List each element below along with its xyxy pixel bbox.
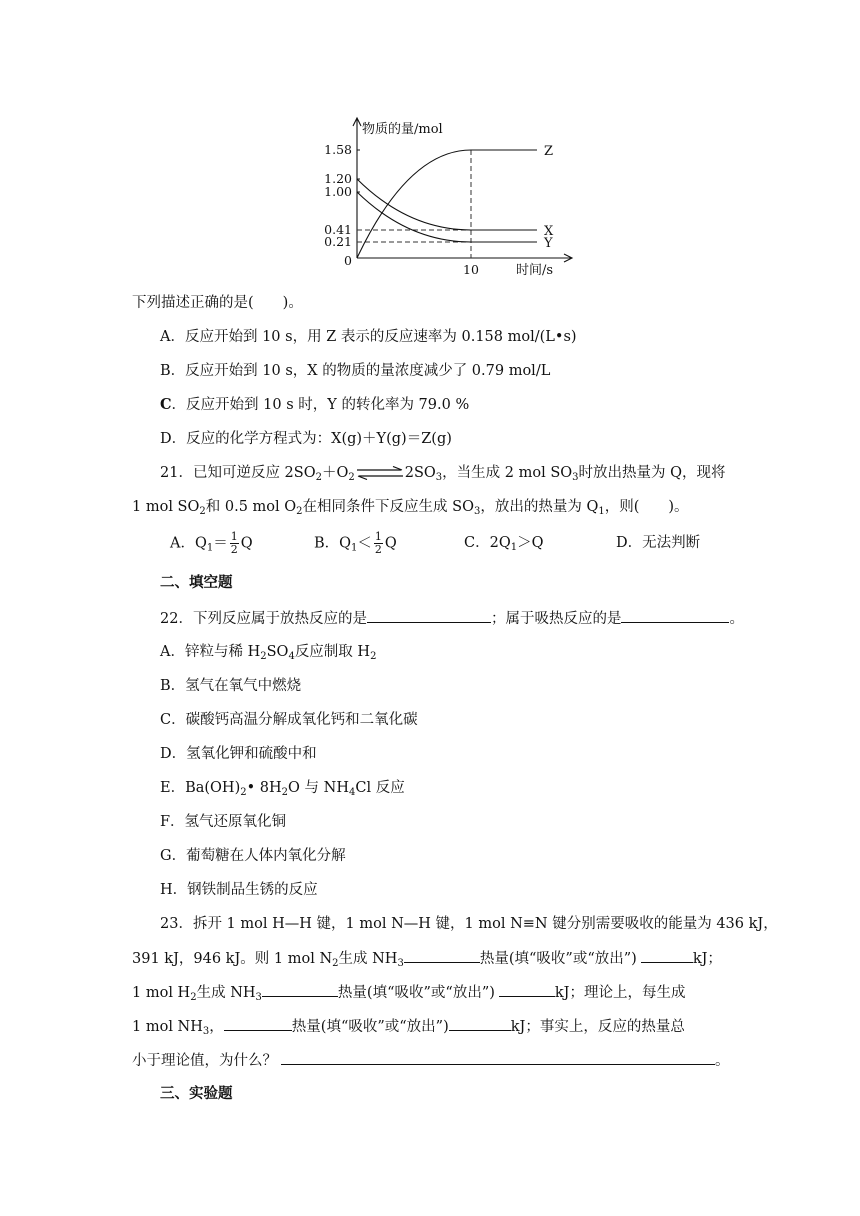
answer-blank[interactable] [281, 1050, 715, 1065]
chart-plot [324, 118, 572, 278]
q21-stem-line1 [160, 463, 726, 483]
answer-blank[interactable] [449, 1016, 511, 1031]
answer-blank[interactable] [641, 948, 693, 963]
section-heading-fill-in: 二、填空题 [160, 574, 233, 591]
sub: 2 [260, 651, 267, 662]
q20-option-b: B．反应开始到 10 s，X 的物质的量浓度减少了 0.79 mol/L [160, 363, 551, 379]
sub: 2 [332, 958, 339, 969]
q23-line4 [132, 1016, 685, 1037]
q23-text: 1 mol H [132, 985, 191, 1001]
q22-option-b: B．氢气在氧气中燃烧 [160, 678, 302, 694]
q21-text: 和 0.5 mol O [205, 499, 297, 515]
frac-den: 2 [374, 543, 382, 556]
q20-option-c-text: ．反应开始到 10 s 时，Y 的转化率为 79.0 % [171, 397, 470, 413]
y-tick-label: 1.20 [324, 171, 352, 186]
opt-text: A．Q [170, 535, 207, 552]
series-Z-label: Z [544, 144, 554, 159]
q20-option-c [160, 395, 469, 415]
fraction [230, 531, 239, 556]
q20-option-c-letter: C [160, 396, 172, 413]
q23-text: 热量(填“吸收”或“放出”) [479, 951, 637, 967]
sub: 2 [296, 506, 303, 517]
opt-text: Q [384, 535, 397, 552]
q21-text: ，则( )。 [604, 499, 689, 515]
sub: 3 [255, 992, 262, 1003]
q21-text: 1 mol SO [132, 499, 200, 515]
sub: 3 [572, 472, 579, 483]
q21-text: 21．已知可逆反应 2SO [160, 465, 316, 481]
q21-stem-line2 [132, 497, 689, 517]
q23-text: ， [209, 1019, 224, 1035]
q21-text: 2SO [404, 465, 436, 481]
sub: 1 [510, 542, 518, 553]
series-Y-label: Y [544, 236, 553, 251]
sub: 1 [206, 542, 214, 554]
q23-text: 1 mol NH [132, 1019, 203, 1035]
sub: 3 [435, 472, 443, 483]
opt-text: B．Q [314, 535, 352, 552]
q21-option-d: D．无法判断 [616, 535, 701, 551]
q22-text: SO [266, 644, 289, 660]
q23-line5 [132, 1050, 730, 1071]
q23-line2 [132, 948, 722, 969]
q22-option-c: C．碳酸钙高温分解成氧化钙和二氧化碳 [160, 712, 418, 728]
q22-text: ；属于吸热反应的是 [490, 611, 622, 627]
answer-blank[interactable] [404, 948, 480, 963]
answer-blank[interactable] [367, 608, 491, 623]
q22-option-a [160, 642, 376, 662]
sub: 2 [370, 651, 377, 662]
sub: 2 [190, 992, 197, 1003]
q23-line1: 23．拆开 1 mol H—H 键，1 mol N—H 键，1 mol N≡N 键分别需要吸收的能量为 436 kJ， [160, 916, 778, 932]
answer-blank[interactable] [499, 982, 555, 997]
opt-text: Q [240, 535, 253, 552]
q23-text: 生成 NH [196, 985, 256, 1001]
sub: 1 [351, 542, 358, 554]
y-tick-label: 1.58 [324, 142, 352, 157]
q23-text: 小于理论值，为什么？ [132, 1053, 277, 1069]
q23-text: kJ；理论上，每生成 [554, 985, 686, 1001]
sub: 4 [348, 787, 356, 798]
series-Y-line [357, 192, 537, 242]
q22-text: 22．下列反应属于放热反应的是 [160, 611, 367, 627]
series-X-label: X [544, 224, 554, 239]
frac-den: 2 [230, 543, 238, 556]
answer-blank[interactable] [621, 608, 729, 623]
q23-text: 391 kJ，946 kJ。则 1 mol N [132, 951, 333, 967]
opt-text: ＞Q [517, 535, 544, 551]
q22-option-g: G．葡萄糖在人体内氧化分解 [160, 848, 346, 864]
sub: 2 [315, 472, 322, 483]
opt-text: C．2Q [464, 535, 511, 551]
q22-text: 反应制取 H [294, 644, 371, 660]
opt-text: ＜ [357, 535, 372, 552]
x-tick-label: 10 [463, 262, 479, 277]
opt-text: ＝ [213, 535, 228, 552]
q23-text: kJ；事实上，反应的热量总 [510, 1019, 685, 1035]
reversible-arrow-icon [355, 466, 405, 480]
q22-text: 。 [729, 611, 744, 627]
q22-stem [160, 608, 744, 629]
sub: 4 [288, 651, 295, 662]
section-heading-experiment: 三、实验题 [160, 1085, 233, 1102]
sub: 2 [348, 472, 355, 483]
y-tick-label: 0.41 [324, 222, 352, 237]
q20-option-d: D．反应的化学方程式为：X(g)＋Y(g)＝Z(g) [160, 431, 452, 447]
answer-blank[interactable] [224, 1016, 292, 1031]
q21-text: 时放出热量为 Q，现将 [578, 465, 726, 481]
q23-line3 [132, 982, 686, 1003]
y-tick-label: 1.00 [324, 184, 352, 199]
q22-option-h: H．钢铁制品生锈的反应 [160, 882, 318, 898]
q22-text: E．Ba(OH) [160, 780, 241, 796]
fraction [374, 531, 383, 556]
q22-text: Cl 反应 [355, 780, 405, 796]
y-axis-label: 物质的量/mol [362, 122, 443, 137]
sub: 3 [397, 958, 404, 969]
y-tick-label: 0.21 [324, 234, 352, 249]
q20-option-a: A．反应开始到 10 s，用 Z 表示的反应速率为 0.158 mol/(L•s) [160, 329, 577, 345]
q23-text: 热量(填“吸收”或“放出”) [337, 985, 495, 1001]
q21-option-b [314, 531, 397, 556]
q21-option-c [464, 533, 543, 553]
q21-text: 在相同条件下反应生成 SO [302, 499, 474, 515]
sub: 2 [281, 787, 289, 798]
q23-text: 热量(填“吸收”或“放出”) [291, 1019, 449, 1035]
amount-time-chart [0, 0, 860, 290]
answer-blank[interactable] [262, 982, 338, 997]
sub: 3 [473, 506, 481, 517]
sub: 1 [598, 506, 605, 517]
q22-text: A．锌粒与稀 H [160, 644, 261, 660]
q23-text: 。 [715, 1053, 730, 1069]
q20-stem: 下列描述正确的是( )。 [132, 295, 303, 311]
q23-text: kJ； [692, 951, 722, 967]
x-axis-label: 时间/s [516, 263, 554, 278]
series-X-line [357, 179, 537, 230]
q21-text: ＋O [321, 465, 349, 481]
q21-text: ，放出的热量为 Q [480, 499, 599, 515]
q23-text: 生成 NH [338, 951, 398, 967]
sub: 3 [202, 1026, 210, 1037]
frac-num: 1 [374, 530, 382, 543]
frac-num: 1 [230, 530, 238, 543]
q22-option-e [160, 778, 405, 798]
q22-text: • 8H [246, 780, 282, 796]
q22-option-f: F．氢气还原氧化铜 [160, 814, 287, 830]
sub: 2 [240, 787, 247, 798]
q21-option-a [170, 531, 253, 556]
q21-text: ，当生成 2 mol SO [442, 465, 573, 481]
y-tick-label: 0 [344, 253, 352, 268]
q22-option-d: D．氢氧化钾和硫酸中和 [160, 746, 317, 762]
q22-text: O 与 NH [288, 780, 349, 796]
sub: 2 [199, 506, 206, 517]
